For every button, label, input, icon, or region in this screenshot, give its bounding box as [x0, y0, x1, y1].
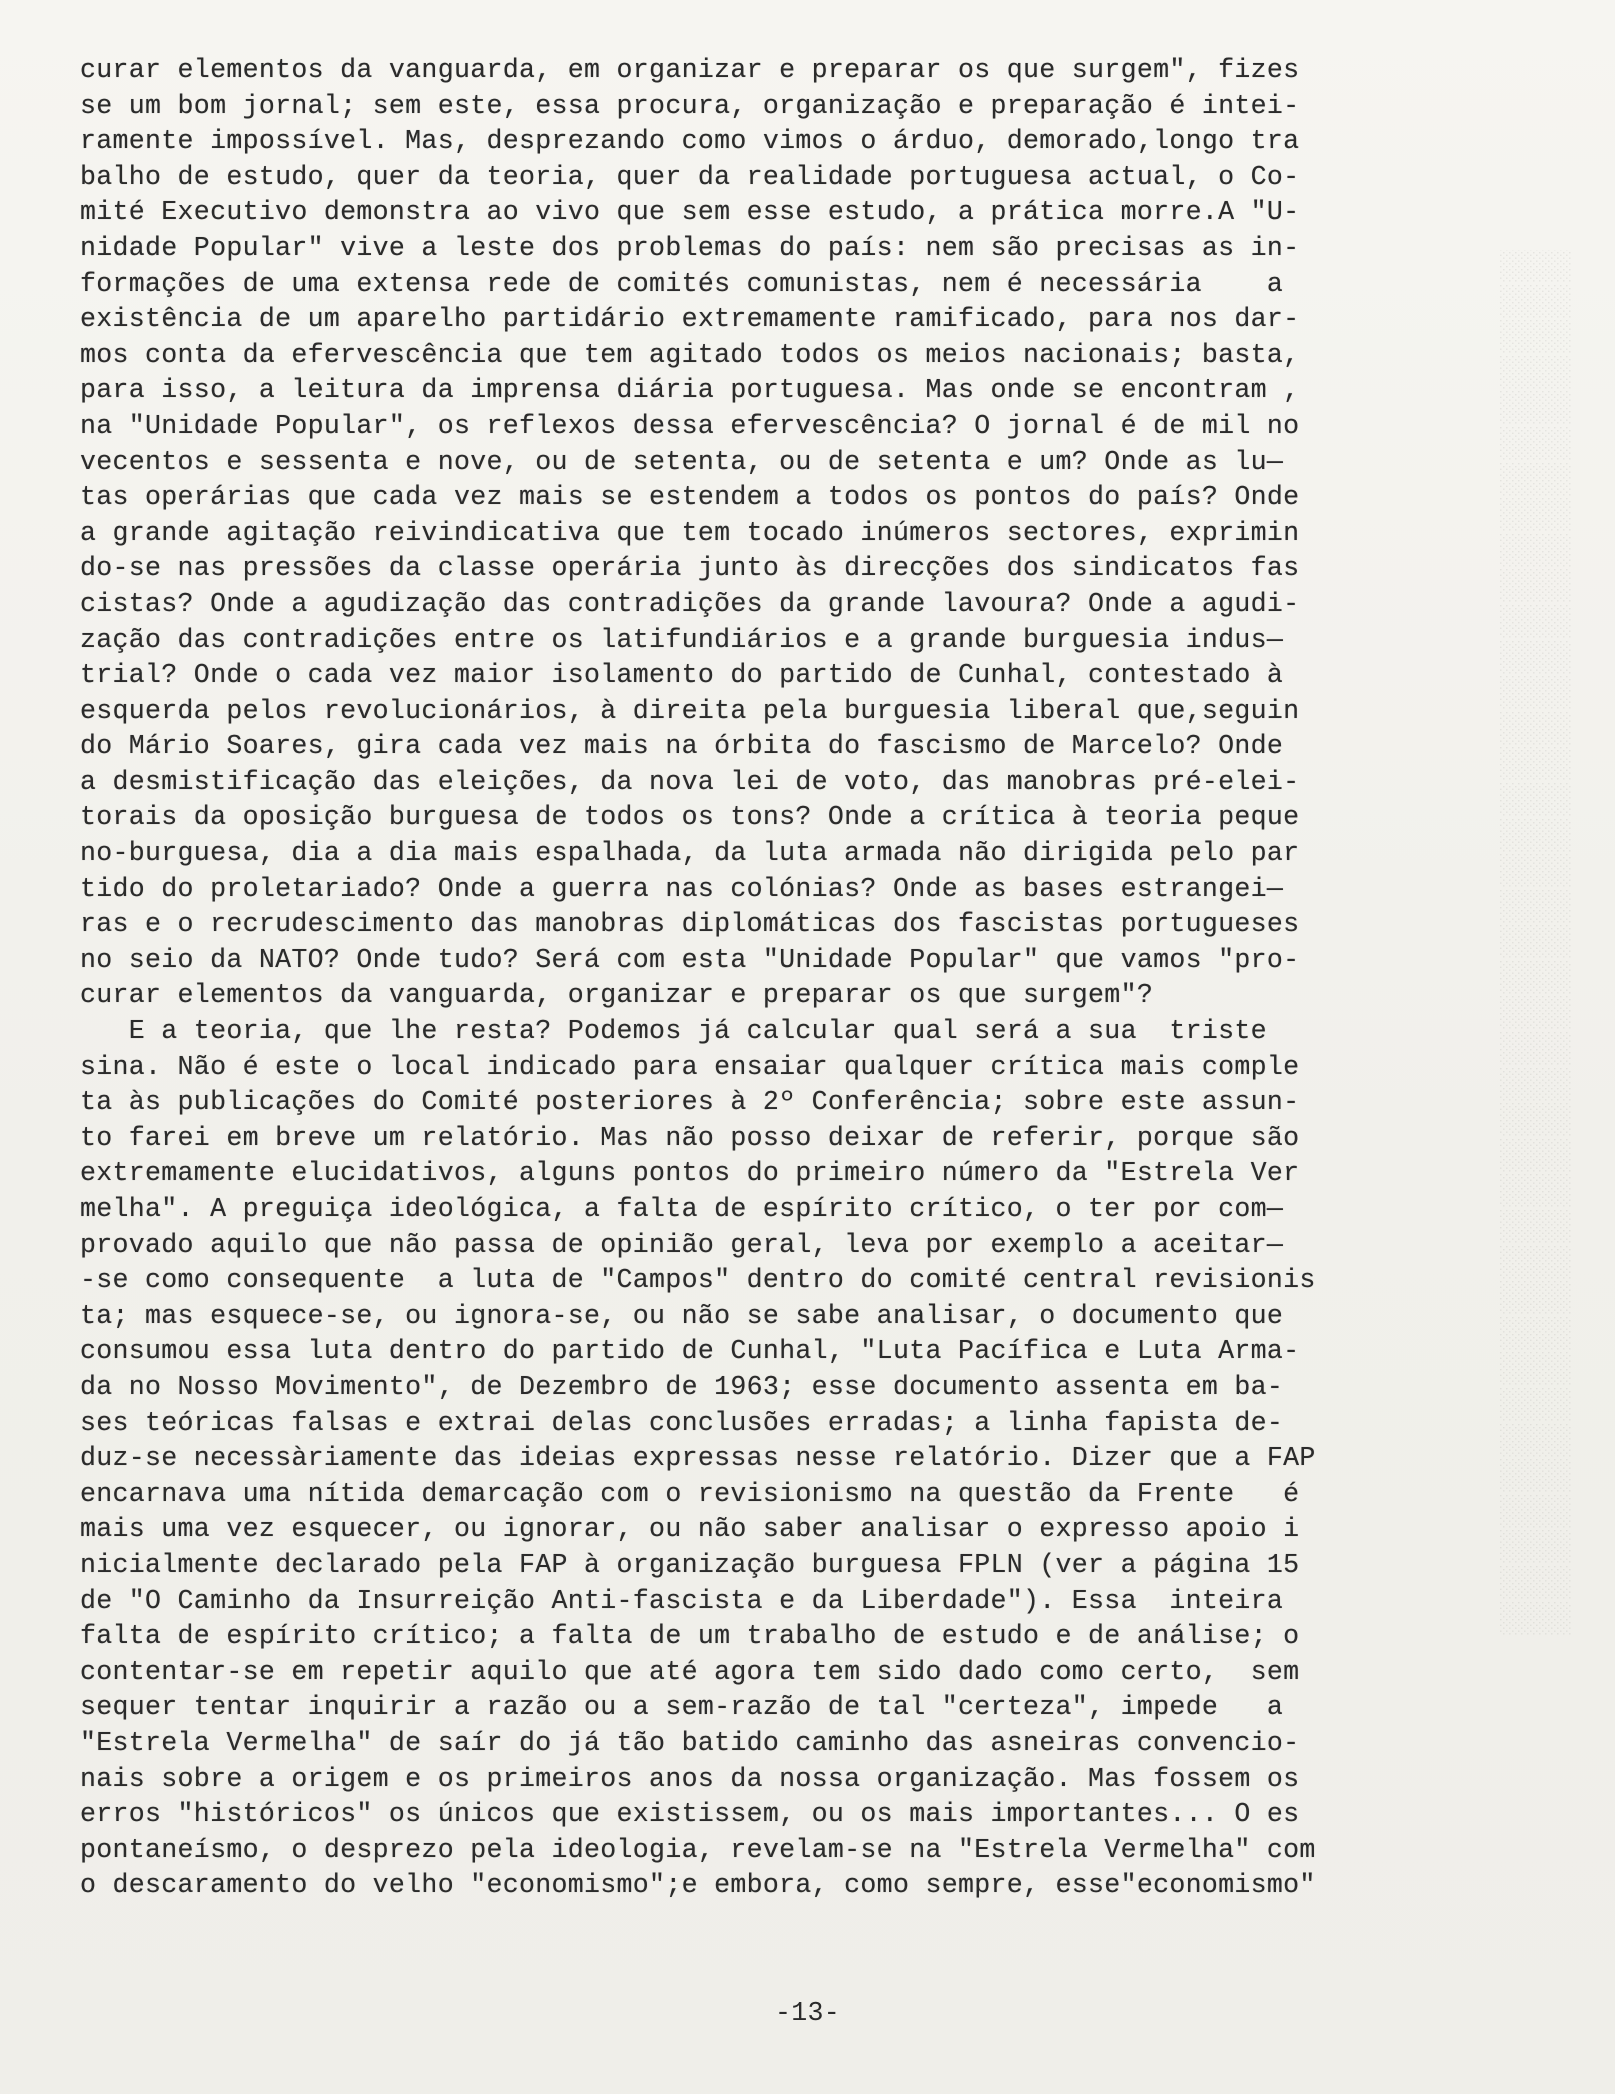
- text-line: na "Unidade Popular", os reflexos dessa efervescência? O jornal é de mil no: [80, 410, 1300, 441]
- text-line: formações de uma extensa rede de comités comunistas, nem é necessária a: [80, 268, 1284, 299]
- text-line: curar elementos da vanguarda, organizar e preparar os que surgem"?: [80, 980, 1154, 1011]
- text-line: cistas? Onde a agudização das contradições da grande lavoura? Onde a agudi-: [80, 588, 1300, 619]
- text-line: nicialmente declarado pela FAP à organização burguesa FPLN (ver a página 15: [80, 1549, 1300, 1580]
- text-line: a desmistificação das eleições, da nova lei de voto, das manobras pré-elei-: [80, 766, 1300, 797]
- text-line: mité Executivo demonstra ao vivo que sem esse estudo, a prática morre.A "U-: [80, 197, 1300, 228]
- page-number: -13-: [774, 1998, 841, 2028]
- text-line: para isso, a leitura da imprensa diária portuguesa. Mas onde se encontram ,: [80, 375, 1300, 406]
- text-line: nais sobre a origem e os primeiros anos da nossa organização. Mas fossem os: [80, 1763, 1300, 1794]
- text-line: a grande agitação reivindicativa que tem tocado inúmeros sectores, exprimin: [80, 517, 1300, 548]
- text-line: tido do proletariado? Onde a guerra nas colónias? Onde as bases estrangei—: [80, 873, 1284, 904]
- text-line: consumou essa luta dentro do partido de Cunhal, "Luta Pacífica e Luta Arma-: [80, 1336, 1300, 1367]
- text-line: se um bom jornal; sem este, essa procura, organização e preparação é intei-: [80, 90, 1300, 121]
- text-line: E a teoria, que lhe resta? Podemos já calcular qual será a sua triste: [80, 1016, 1267, 1047]
- text-line: esquerda pelos revolucionários, à direita pela burguesia liberal que,seguin: [80, 695, 1300, 726]
- text-line: ras e o recrudescimento das manobras diplomáticas dos fascistas portugueses: [80, 909, 1300, 940]
- text-line: balho de estudo, quer da teoria, quer da realidade portuguesa actual, o Co-: [80, 161, 1300, 192]
- text-line: trial? Onde o cada vez maior isolamento do partido de Cunhal, contestado à: [80, 660, 1284, 691]
- text-line: ta; mas esquece-se, ou ignora-se, ou não se sabe analisar, o documento que: [80, 1300, 1284, 1331]
- text-line: de "O Caminho da Insurreição Anti-fascista e da Liberdade"). Essa inteira: [80, 1585, 1284, 1616]
- text-line: "Estrela Vermelha" de saír do já tão batido caminho das asneiras convencio-: [80, 1727, 1300, 1758]
- text-line: ramente impossível. Mas, desprezando como vimos o árduo, demorado,longo tra: [80, 126, 1300, 157]
- text-line: do Mário Soares, gira cada vez mais na órbita do fascismo de Marcelo? Onde: [80, 731, 1284, 762]
- text-line: tas operárias que cada vez mais se estendem a todos os pontos do país? Onde: [80, 482, 1300, 513]
- text-line: mos conta da efervescência que tem agitado todos os meios nacionais; basta,: [80, 339, 1300, 370]
- text-line: ta às publicações do Comité posteriores à 2º Conferência; sobre este assun-: [80, 1087, 1300, 1118]
- text-line: sina. Não é este o local indicado para ensaiar qualquer crítica mais comple: [80, 1051, 1300, 1082]
- text-line: extremamente elucidativos, alguns pontos do primeiro número da "Estrela Ver: [80, 1158, 1300, 1189]
- text-line: o descaramento do velho "economismo";e embora, como sempre, esse"economismo": [80, 1870, 1316, 1901]
- text-line: pontaneísmo, o desprezo pela ideologia, revelam-se na "Estrela Vermelha" com: [80, 1834, 1316, 1865]
- text-line: provado aquilo que não passa de opinião geral, leva por exemplo a aceitar—: [80, 1229, 1284, 1260]
- text-line: erros "históricos" os únicos que existissem, ou os mais importantes... O es: [80, 1799, 1300, 1830]
- bleed-through-texture: ░░░░ ░░░░ ░░░░ ░░░░ ░░░░ ░░░░ ░░░░ ░░░░ ░░░░ ░░░░ ░░░░ ░░░░ ░░░░ ░░░░ ░░░░ ░░░░ ░░░░ ░░░░ ░░░░ ░░░░ ░░░░ ░░░░ ░░░░ ░░░░ ░░░░ ░░░░ ░░░░ ░░░░ ░░░░ ░░░░ ░░░░ ░░░░ ░░░░ ░░░░ ░░░░ ░░░░ ░░░░ ░░░░ ░░░░: [1500, 250, 1573, 1637]
- text-line: no seio da NATO? Onde tudo? Será com esta "Unidade Popular" que vamos "pro-: [80, 944, 1300, 975]
- text-line: da no Nosso Movimento", de Dezembro de 1963; esse documento assenta em ba-: [80, 1371, 1284, 1402]
- text-line: sequer tentar inquirir a razão ou a sem-razão de tal "certeza", impede a: [80, 1692, 1284, 1723]
- text-line: torais da oposição burguesa de todos os tons? Onde a crítica à teoria peque: [80, 802, 1300, 833]
- text-line: melha". A preguiça ideológica, a falta de espírito crítico, o ter por com—: [80, 1194, 1284, 1224]
- typed-body-text: [80, 53, 1560, 1904]
- text-line: to farei em breve um relatório. Mas não posso deixar de referir, porque são: [80, 1122, 1300, 1153]
- text-line: mais uma vez esquecer, ou ignorar, ou não saber analisar o expresso apoio i: [80, 1514, 1300, 1545]
- text-line: duz-se necessàriamente das ideias expressas nesse relatório. Dizer que a FAP: [80, 1443, 1316, 1474]
- text-line: existência de um aparelho partidário extremamente ramificado, para nos dar-: [80, 304, 1300, 335]
- text-line: falta de espírito crítico; a falta de um trabalho de estudo e de análise; o: [80, 1621, 1300, 1652]
- text-line: ses teóricas falsas e extrai delas conclusões erradas; a linha fapista de-: [80, 1407, 1284, 1438]
- text-line: contentar-se em repetir aquilo que até agora tem sido dado como certo, sem: [80, 1656, 1300, 1687]
- text-line: curar elementos da vanguarda, em organizar e preparar os que surgem", fizes: [80, 55, 1300, 85]
- text-line: no-burguesa, dia a dia mais espalhada, da luta armada não dirigida pelo par: [80, 838, 1300, 869]
- text-line: -se como consequente a luta de "Campos" dentro do comité central revisionis: [80, 1265, 1316, 1296]
- text-line: nidade Popular" vive a leste dos problemas do país: nem são precisas as in-: [80, 232, 1300, 263]
- text-line: vecentos e sessenta e nove, ou de setenta, ou de setenta e um? Onde as lu—: [80, 446, 1284, 477]
- text-line: zação das contradições entre os latifundiários e a grande burguesia indus—: [80, 624, 1284, 655]
- text-line: do-se nas pressões da classe operária junto às direcções dos sindicatos fas: [80, 553, 1300, 584]
- text-line: encarnava uma nítida demarcação com o revisionismo na questão da Frente é: [80, 1478, 1300, 1509]
